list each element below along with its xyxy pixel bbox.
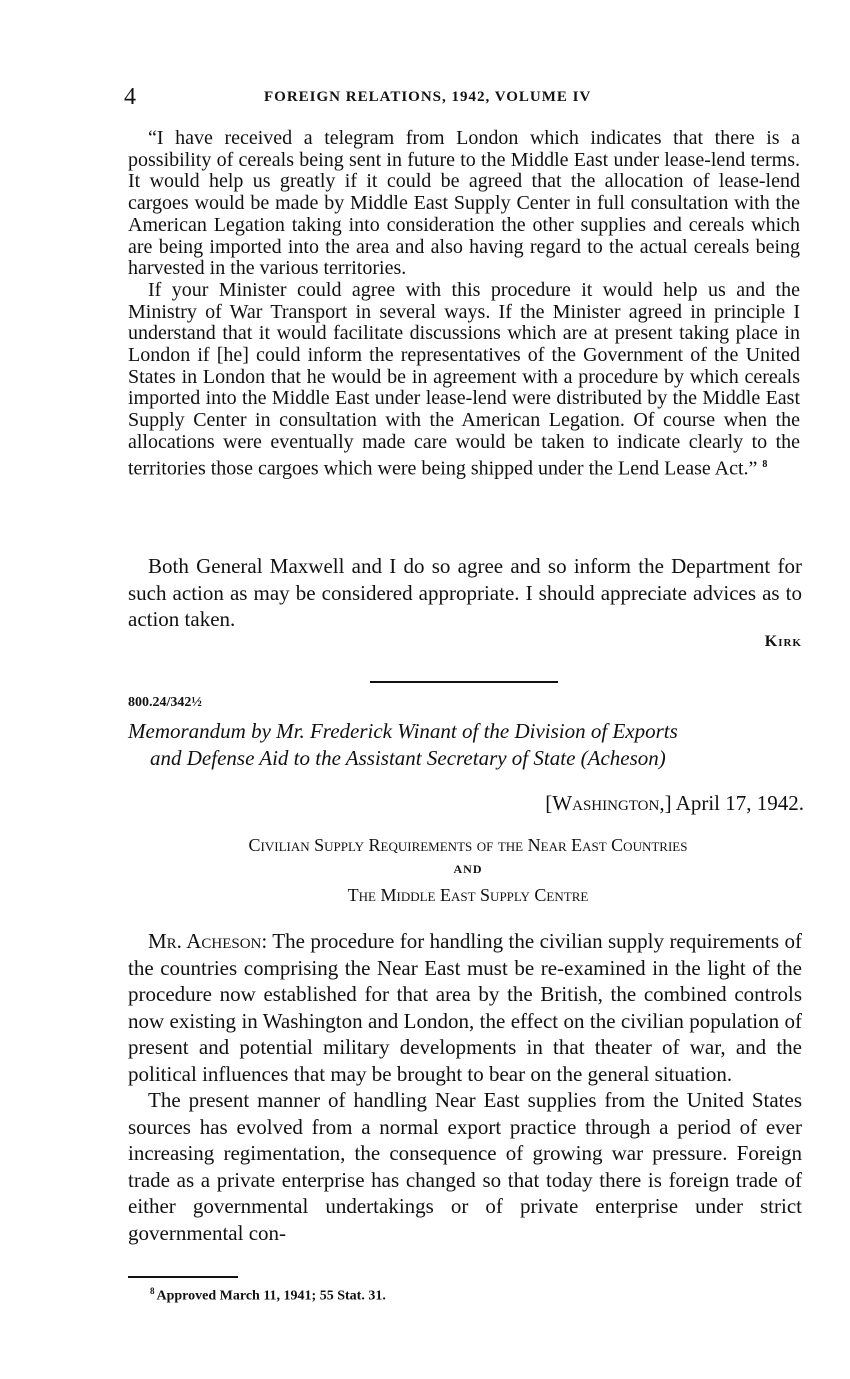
salutation: Mr. Acheson: [148, 929, 268, 953]
closing-block [128, 553, 802, 633]
document-title [128, 718, 808, 772]
footnote [150, 1286, 386, 1305]
quote-paragraph-2 [128, 280, 800, 480]
file-number: 800.24/342½ [128, 695, 202, 710]
footnote-reference: 8 [762, 458, 768, 470]
page-number: 4 [124, 84, 136, 110]
footnote-marker: 8 [150, 1286, 155, 1296]
memorandum-body [128, 928, 802, 1246]
document-title-line-2: and Defense Aid to the Assistant Secretary of State (Acheson) [150, 746, 666, 770]
dateline [545, 790, 804, 816]
subject-heading-line-1: Civilian Supply Requirements of the Near East Countries [248, 835, 688, 855]
memo-paragraph-2: The present manner of handling Near East supplies from the United States sources has evolved from a normal export practice through a period of ever increasing regimentation, the consequence of growing war pressure. Foreign trade as a private enterprise has changed so that today there is foreign trade of either governmental undertakings or of private enterprise under strict governmental con- [128, 1088, 802, 1245]
quote-paragraph-1: “I have received a telegram from London which indicates that there is a possibility of cereals being sent in future to the Middle East under lease-lend terms. It would help us greatly if it could be agreed that the allocation of lease-lend cargoes would be made by Middle East Supply Center in full consultation with the American Legation taking into consideration the other supplies and cereals which are being imported into the area and also having regard to the actual cereals being harvested in the various territories. [128, 127, 800, 280]
memo-paragraph-1-text: The procedure for handling the civilian supply requirements of the countries comprising the Near East must be re-examined in the light of the procedure now established for that area by the British, the combined controls now existing in Washington and London, the effect on the civilian population of present and potential military developments in that theater of war, and the political influences that may be brought to bear on the general situation. [128, 929, 802, 1086]
signature: Kirk [764, 633, 802, 650]
quoted-telegram [128, 128, 800, 480]
footnote-divider [128, 1276, 238, 1278]
running-title: FOREIGN RELATIONS, 1942, VOLUME IV [264, 89, 592, 105]
closing-paragraph: Both General Maxwell and I do so agree and so inform the Department for such action as may be considered appropriate. I should appreciate advices as to action taken. [128, 554, 802, 631]
memo-paragraph-1 [128, 928, 802, 1087]
document-title-line-1: Memorandum by Mr. Frederick Winant of the Division of Exports [128, 719, 678, 743]
dateline-date: April 17, 1942. [675, 791, 804, 815]
section-divider [370, 681, 558, 683]
dateline-place: [Washington,] [545, 791, 672, 815]
subject-heading-and: AND [453, 862, 483, 876]
running-head [124, 84, 804, 110]
quote-paragraph-2-text: If your Minister could agree with this procedure it would help us and the Ministry of War Transport in several ways. If the Minister agreed in principle I understand that it would facilitate discussions which are at present taking place in London if [he] could inform the representatives of the Government of the United States in London that he would be in agreement with a procedure by which cereals imported into the Middle East under lease-lend were distributed by the Middle East Supply Center in consultation with the American Legation. Of course when the allocations were eventually made care would be taken to indicate clearly to the territories those cargoes which were being shipped under the Lend Lease Act.” [128, 278, 800, 480]
footnote-text: Approved March 11, 1941; 55 Stat. 31. [156, 1288, 386, 1304]
subject-heading-line-2: The Middle East Supply Centre [347, 885, 589, 905]
